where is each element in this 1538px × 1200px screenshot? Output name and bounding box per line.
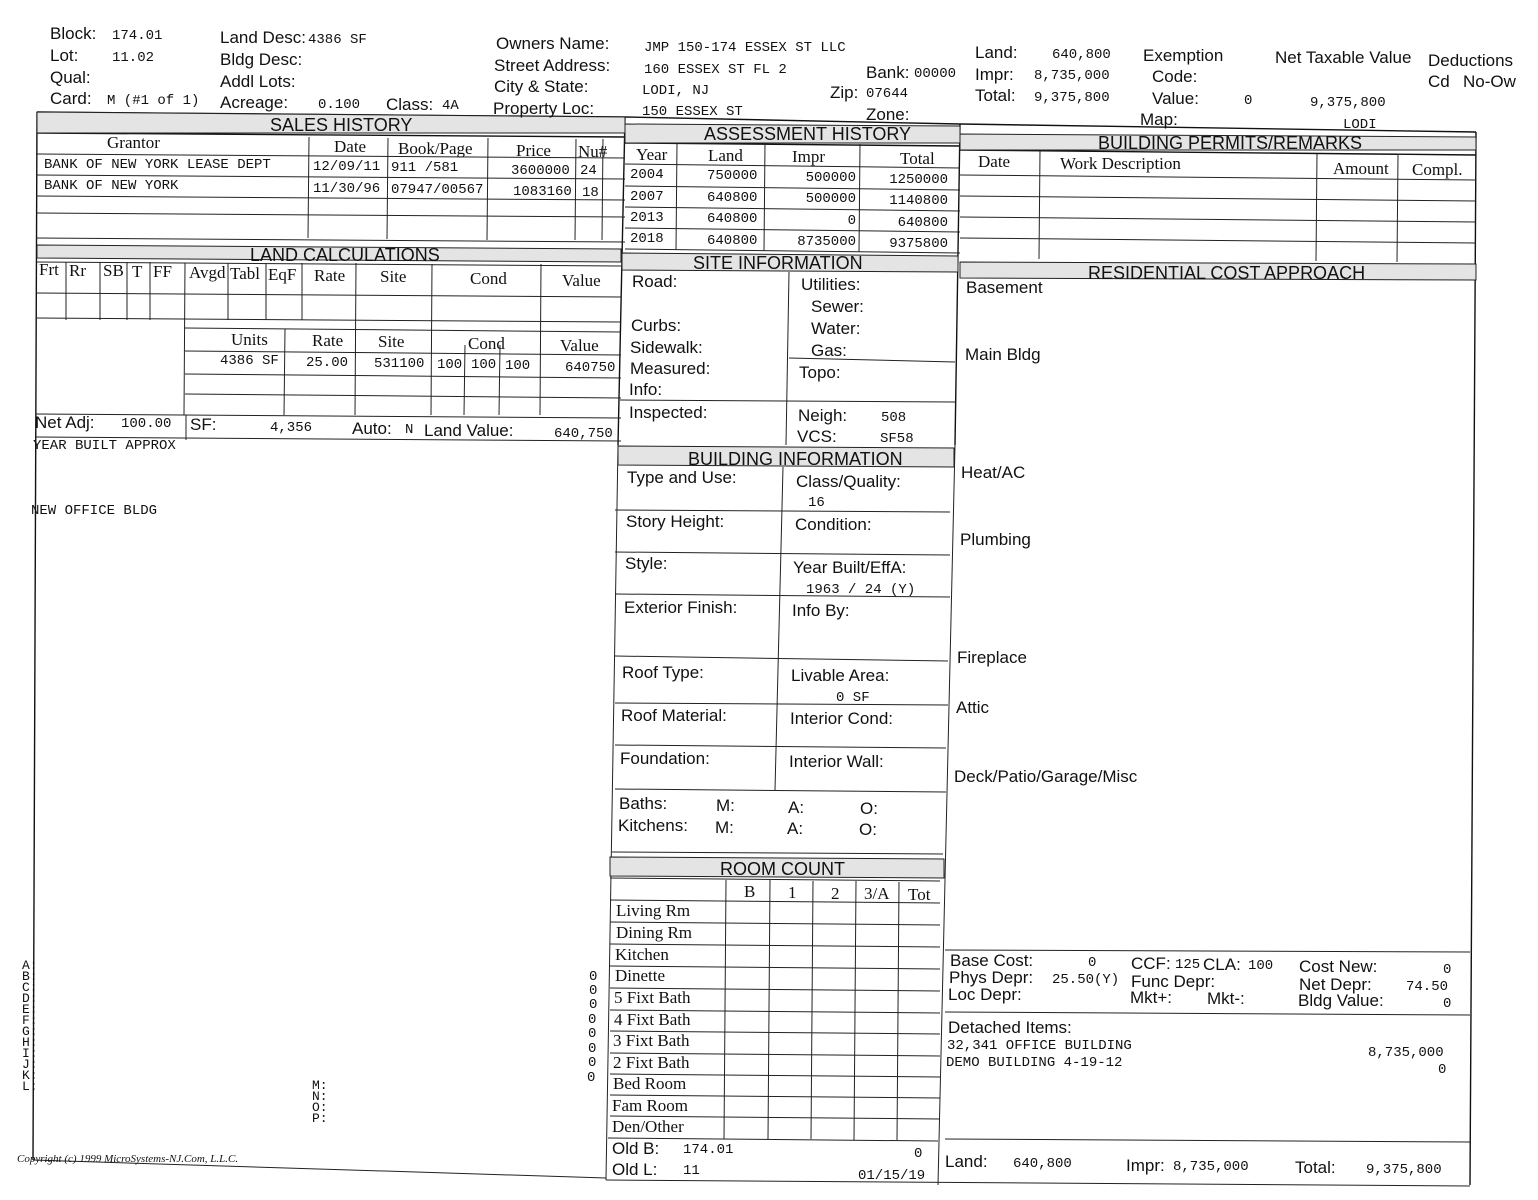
- site-sidewalk: Sidewalk:: [630, 338, 703, 357]
- sales-grantor: BANK OF NEW YORK LEASE DEPT: [44, 157, 271, 173]
- sales-price: 3600000: [511, 163, 570, 179]
- detached-title: Detached Items:: [948, 1018, 1072, 1037]
- land2-col-value: Value: [560, 336, 599, 355]
- card-label: Card:: [50, 89, 92, 108]
- totals-total-value: 9,375,800: [1366, 1162, 1442, 1178]
- land-cond-1: 100: [437, 357, 463, 373]
- bi-kitchens-o: O:: [859, 820, 877, 839]
- sales-col-book: Book/Page: [398, 139, 473, 158]
- site-info-title: SITE INFORMATION: [693, 253, 863, 273]
- remark-line-2: NEW OFFICE BLDG: [31, 503, 158, 519]
- remark-line-1: YEAR BUILT APPROX: [33, 438, 176, 454]
- zone-label: Zone:: [866, 105, 910, 124]
- func-depr-label: Func Depr:: [1131, 972, 1216, 991]
- total-value: 9,375,800: [1034, 90, 1110, 106]
- cost-new-value: 0: [1443, 962, 1452, 978]
- no-ow-label: No-Ow: [1463, 72, 1516, 91]
- owners-name-label: Owners Name:: [496, 34, 610, 53]
- bldg-value-label: Bldg Value:: [1298, 991, 1384, 1010]
- room-zero: 0: [588, 1041, 597, 1057]
- taxing-district: LODI: [1343, 117, 1377, 133]
- mkt-minus-label: Mkt-:: [1207, 989, 1245, 1008]
- bi-year-built: Year Built/EffA:: [793, 558, 907, 577]
- bi-livable: Livable Area:: [791, 666, 890, 685]
- room-zero: 0: [589, 969, 598, 985]
- assess-land: 750000: [707, 168, 758, 184]
- sf-value: 4,356: [270, 420, 313, 436]
- cost-new-label: Cost New:: [1299, 957, 1378, 976]
- site-water: Water:: [811, 319, 861, 338]
- ccf-value: 125: [1175, 957, 1201, 973]
- bi-info-by: Info By:: [792, 601, 850, 620]
- old-b-label: Old B:: [612, 1139, 660, 1158]
- map-label: Map:: [1140, 110, 1178, 129]
- room-col-tot: Tot: [908, 885, 931, 904]
- assess-total: 640800: [897, 215, 948, 231]
- bi-interior-cond: Interior Cond:: [790, 709, 893, 728]
- sales-history-title: SALES HISTORY: [270, 115, 413, 135]
- old-b-value: 174.01: [683, 1142, 734, 1158]
- res-attic: Attic: [956, 698, 990, 717]
- land-col-frt: Frt: [39, 260, 59, 279]
- assess-col-impr: Impr: [792, 147, 826, 166]
- room-col-3a: 3/A: [864, 884, 890, 903]
- land-cond-2: 100: [471, 357, 497, 373]
- sf-label: SF:: [190, 415, 217, 434]
- land-value: 640,800: [1052, 47, 1111, 63]
- detached-item-2-value: 0: [1438, 1062, 1447, 1078]
- totals-impr-value: 8,735,000: [1173, 1159, 1249, 1175]
- land-value: 640750: [565, 360, 616, 376]
- list-item: Den/Other: [612, 1117, 684, 1136]
- net-taxable-label: Net Taxable Value: [1275, 48, 1412, 67]
- land-rate: 25.00: [306, 355, 349, 371]
- bi-baths-a: A:: [788, 798, 805, 817]
- room-col-2: 2: [831, 884, 840, 903]
- totals-land-value: 640,800: [1013, 1156, 1072, 1172]
- res-deck: Deck/Patio/Garage/Misc: [954, 767, 1138, 786]
- sales-col-date: Date: [334, 137, 367, 156]
- zip-value: 07644: [866, 86, 909, 102]
- permits-title: BUILDING PERMITS/REMARKS: [1098, 133, 1363, 153]
- mkt-plus-label: Mkt+:: [1130, 988, 1173, 1007]
- res-plumbing: Plumbing: [960, 530, 1031, 549]
- room-col-1: 1: [788, 883, 797, 902]
- site-topo: Topo:: [799, 363, 841, 382]
- land-units: 4386 SF: [220, 353, 279, 369]
- land-col-ff: FF: [153, 262, 172, 281]
- old-zero: 0: [914, 1146, 923, 1162]
- land-value-label: Land Value:: [424, 421, 514, 440]
- city-value: LODI, NJ: [642, 83, 710, 99]
- site-curbs: Curbs:: [631, 316, 682, 335]
- lot-value: 11.02: [112, 50, 155, 66]
- bi-livable-value: 0 SF: [836, 690, 870, 706]
- addl-lots-label: Addl Lots:: [220, 72, 296, 91]
- impr-label: Impr:: [975, 65, 1014, 84]
- bi-baths-m: M:: [716, 796, 735, 815]
- permits-col-work: Work Description: [1060, 154, 1181, 173]
- land2-col-rate: Rate: [312, 331, 344, 350]
- impr-value: 8,735,000: [1034, 68, 1110, 84]
- exemption-code-label: Code:: [1152, 67, 1198, 86]
- sales-date: 11/30/96: [313, 181, 381, 197]
- bi-condition: Condition:: [795, 515, 872, 534]
- permits-col-compl: Compl.: [1412, 160, 1463, 179]
- room-zero: 0: [587, 1070, 596, 1086]
- assess-total: 9375800: [889, 236, 948, 252]
- cla-label: CLA:: [1203, 955, 1241, 974]
- sketch-letters-left: A: B: C: D: E: F: G: H: I: J: K: L:: [22, 958, 38, 1094]
- detached-item-1-value: 8,735,000: [1368, 1045, 1444, 1061]
- base-cost-label: Base Cost:: [950, 951, 1034, 970]
- permits-col-amount: Amount: [1333, 159, 1389, 178]
- site-vcs-label: VCS:: [797, 427, 837, 446]
- land-col-cond: Cond: [470, 269, 507, 288]
- net-depr-value: 74.50: [1406, 979, 1449, 995]
- city-label: City & State:: [494, 77, 589, 96]
- net-depr-label: Net Depr:: [1299, 975, 1372, 994]
- zip-label: Zip:: [830, 83, 859, 102]
- exemption-value-label: Value:: [1152, 89, 1199, 108]
- bi-baths-o: O:: [860, 799, 878, 818]
- detached-item-1: 32,341 OFFICE BUILDING: [947, 1038, 1132, 1054]
- site-gas: Gas:: [811, 341, 847, 360]
- net-adj-label: Net Adj:: [35, 413, 95, 432]
- sales-num: 24: [580, 163, 597, 179]
- bi-class-quality: Class/Quality:: [796, 472, 901, 491]
- room-zero: 0: [588, 1012, 597, 1028]
- assess-impr: 0: [847, 213, 856, 229]
- loc-depr-label: Loc Depr:: [948, 985, 1022, 1004]
- res-main-bldg: Main Bldg: [965, 345, 1041, 364]
- card-value: M (#1 of 1): [107, 93, 200, 109]
- room-col-b: B: [744, 882, 756, 901]
- land-col-rr: Rr: [69, 261, 86, 280]
- assess-land: 640800: [707, 190, 758, 206]
- list-item: Fam Room: [612, 1096, 689, 1115]
- old-l-value: 11: [683, 1163, 700, 1179]
- sales-book: 911 /581: [391, 160, 459, 176]
- site-inspected: Inspected:: [629, 403, 708, 422]
- assess-year: 2013: [630, 210, 664, 226]
- old-date: 01/15/19: [858, 1168, 926, 1184]
- exemption-value: 0: [1244, 93, 1253, 109]
- residential-title: RESIDENTIAL COST APPROACH: [1088, 263, 1366, 283]
- assess-impr: 500000: [805, 170, 856, 186]
- assess-col-total: Total: [900, 149, 935, 168]
- assess-land: 640800: [707, 233, 758, 249]
- land-site: 531100: [374, 356, 425, 372]
- room-zero: 0: [589, 997, 598, 1013]
- list-item: 4 Fixt Bath: [614, 1010, 691, 1029]
- prop-loc-value: 150 ESSEX ST: [642, 104, 743, 120]
- site-neigh-label: Neigh:: [798, 406, 848, 425]
- bi-exterior: Exterior Finish:: [624, 598, 738, 617]
- assessment-history-title: ASSESSMENT HISTORY: [704, 124, 912, 144]
- room-zero: 0: [588, 1055, 597, 1071]
- land-cond-3: 100: [505, 358, 531, 374]
- bi-year-built-value: 1963 / 24 (Y): [806, 582, 916, 598]
- bi-kitchens: Kitchens:: [618, 816, 688, 835]
- bldg-desc-label: Bldg Desc:: [220, 50, 303, 69]
- bi-class-quality-value: 16: [808, 495, 825, 511]
- block-label: Block:: [50, 24, 97, 43]
- bi-style: Style:: [625, 554, 668, 573]
- site-info: Info:: [629, 380, 663, 399]
- assess-land: 640800: [707, 211, 758, 227]
- sales-col-price: Price: [516, 141, 551, 160]
- land-col-value: Value: [562, 271, 601, 290]
- land-col-eqf: EqF: [268, 265, 297, 284]
- assess-year: 2004: [630, 167, 664, 183]
- land-col-site: Site: [380, 267, 407, 286]
- bldg-value: 0: [1443, 996, 1452, 1012]
- bi-type-use: Type and Use:: [627, 468, 737, 487]
- land-value-total: 640,750: [554, 426, 613, 442]
- site-sewer: Sewer:: [811, 297, 864, 316]
- land-desc-value: 4386 SF: [308, 32, 367, 48]
- list-item: Dinette: [615, 966, 666, 985]
- bank-label: Bank:: [866, 63, 910, 82]
- land-col-sb: SB: [103, 261, 124, 280]
- sales-book: 07947/00567: [391, 182, 484, 198]
- site-neigh-value: 508: [881, 410, 907, 426]
- bi-interior-wall: Interior Wall:: [789, 752, 884, 771]
- bi-kitchens-a: A:: [787, 819, 804, 838]
- site-measured: Measured:: [630, 359, 711, 378]
- land-label: Land:: [975, 43, 1018, 62]
- street-label: Street Address:: [494, 56, 611, 75]
- totals-land-label: Land:: [945, 1152, 988, 1171]
- bi-baths: Baths:: [619, 794, 668, 813]
- sales-col-num: Nu#: [578, 142, 608, 161]
- old-l-label: Old L:: [612, 1160, 658, 1179]
- cla-value: 100: [1248, 958, 1274, 974]
- res-fireplace: Fireplace: [957, 648, 1027, 667]
- assess-impr: 500000: [805, 191, 856, 207]
- land2-col-site: Site: [378, 332, 405, 351]
- cd-label: Cd: [1428, 72, 1450, 91]
- assess-col-land: Land: [708, 146, 743, 165]
- site-utilities: Utilities:: [801, 275, 861, 294]
- assess-total: 1140800: [889, 193, 948, 209]
- assess-year: 2007: [630, 189, 664, 205]
- deductions-label: Deductions: [1428, 51, 1514, 70]
- base-cost-value: 0: [1088, 955, 1097, 971]
- prop-loc-label: Property Loc:: [493, 99, 595, 118]
- room-count-title: ROOM COUNT: [720, 859, 845, 879]
- list-item: Kitchen: [615, 945, 669, 964]
- sales-price: 1083160: [513, 184, 572, 200]
- class-value: 4A: [442, 98, 459, 114]
- bi-roof-material: Roof Material:: [621, 706, 727, 725]
- ccf-label: CCF:: [1131, 954, 1171, 973]
- sales-col-grantor: Grantor: [107, 133, 160, 152]
- auto-label: Auto:: [352, 419, 392, 438]
- land-desc-label: Land Desc:: [220, 28, 306, 47]
- sales-grantor: BANK OF NEW YORK: [44, 178, 179, 194]
- bi-roof-type: Roof Type:: [622, 663, 704, 682]
- sales-num: 18: [582, 185, 599, 201]
- totals-total-label: Total:: [1295, 1158, 1336, 1177]
- list-item: Bed Room: [613, 1074, 687, 1093]
- land-col-rate: Rate: [314, 266, 346, 285]
- room-zero: 0: [588, 1026, 597, 1042]
- list-item: Dining Rm: [616, 923, 693, 942]
- block-value: 174.01: [112, 28, 163, 44]
- land-col-tabl: Tabl: [230, 264, 260, 283]
- site-vcs-value: SF58: [880, 431, 914, 447]
- list-item: 2 Fixt Bath: [613, 1053, 690, 1072]
- acreage-value: 0.100: [318, 97, 361, 113]
- qual-label: Qual:: [50, 68, 91, 87]
- net-adj-value: 100.00: [121, 416, 172, 432]
- land-col-t: T: [132, 262, 143, 281]
- owners-name-value: JMP 150-174 ESSEX ST LLC: [644, 40, 846, 56]
- building-info-title: BUILDING INFORMATION: [688, 449, 903, 469]
- auto-value: N: [405, 422, 414, 438]
- net-taxable-value: 9,375,800: [1310, 95, 1386, 111]
- assess-total: 1250000: [889, 172, 948, 188]
- lot-label: Lot:: [50, 46, 79, 65]
- res-basement: Basement: [966, 278, 1043, 297]
- detached-item-2: DEMO BUILDING 4-19-12: [946, 1055, 1123, 1071]
- phys-depr-label: Phys Depr:: [949, 968, 1034, 987]
- site-road: Road:: [632, 272, 678, 291]
- land-col-avgd: Avgd: [189, 263, 226, 282]
- totals-impr-label: Impr:: [1126, 1156, 1165, 1175]
- phys-depr-value: 25.50(Y): [1052, 972, 1120, 988]
- list-item: 3 Fixt Bath: [613, 1031, 690, 1050]
- land2-col-units: Units: [231, 330, 268, 349]
- class-label: Class:: [386, 95, 434, 114]
- list-item: 5 Fixt Bath: [614, 988, 691, 1007]
- copyright: Copyright (c) 1999 MicroSystems-NJ.Com, L.L.C.: [17, 1153, 239, 1165]
- assess-col-year: Year: [636, 145, 668, 164]
- land2-col-cond: Cond: [468, 334, 505, 353]
- bi-foundation: Foundation:: [620, 749, 710, 768]
- exemption-label: Exemption: [1143, 46, 1224, 65]
- bi-kitchens-m: M:: [715, 818, 734, 837]
- assess-impr: 8735000: [797, 234, 856, 250]
- bi-story-height: Story Height:: [626, 512, 725, 531]
- assess-year: 2018: [630, 231, 664, 247]
- total-label: Total:: [975, 86, 1016, 105]
- acreage-label: Acreage:: [220, 93, 289, 112]
- sales-date: 12/09/11: [313, 159, 381, 175]
- land-calc-title: LAND CALCULATIONS: [250, 245, 440, 265]
- street-value: 160 ESSEX ST FL 2: [644, 62, 787, 78]
- list-item: Living Rm: [616, 901, 691, 920]
- permits-col-date: Date: [978, 152, 1011, 171]
- room-zero: 0: [589, 983, 598, 999]
- sketch-letters-mid: M: N: O: P:: [312, 1078, 328, 1126]
- bank-value: 00000: [914, 66, 957, 82]
- res-heat-ac: Heat/AC: [961, 463, 1026, 482]
